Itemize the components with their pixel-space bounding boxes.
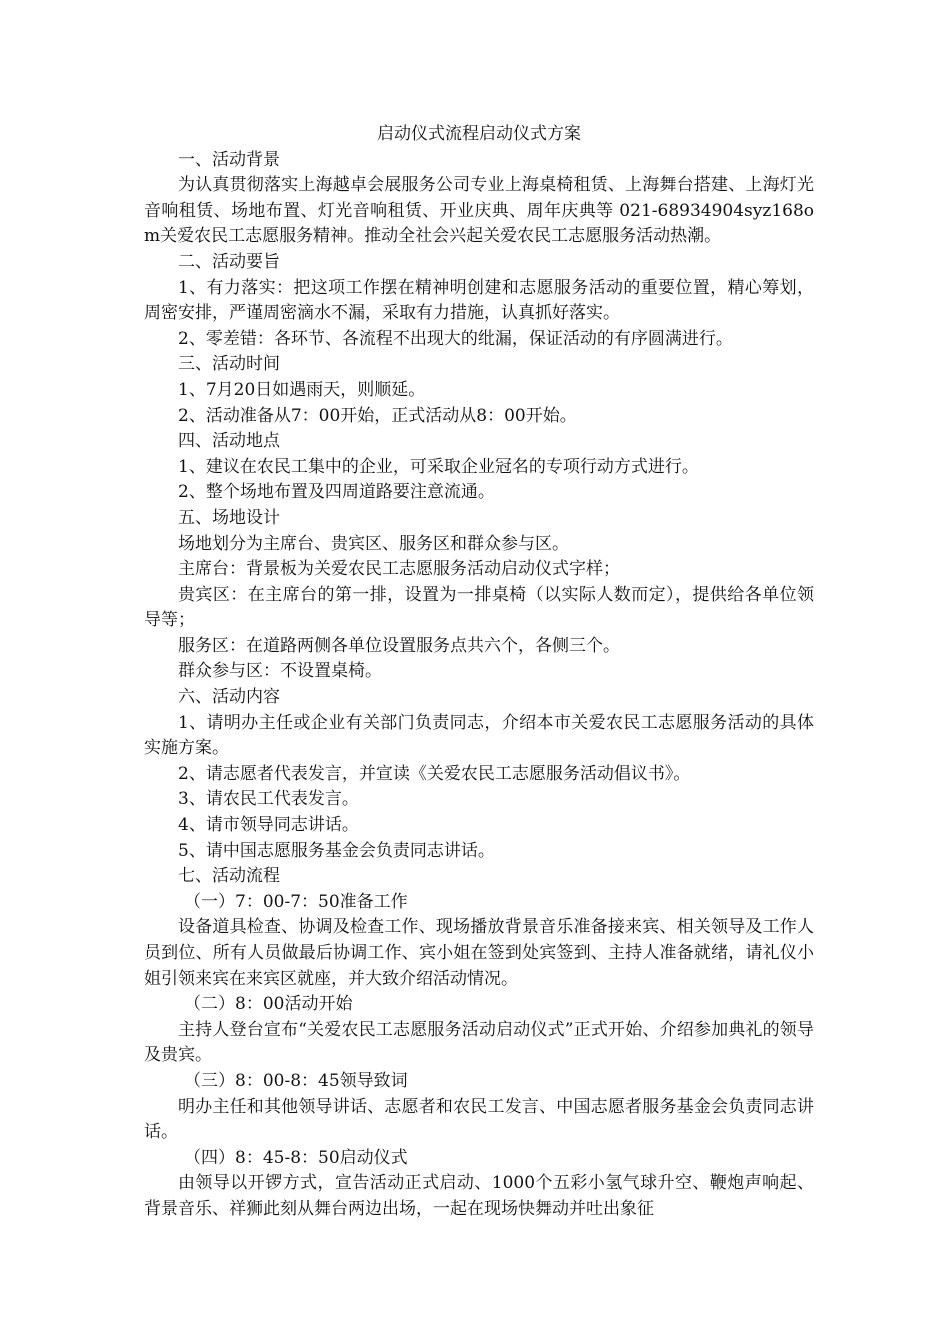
document-page (144, 122, 814, 1223)
document-title: 启动仪式流程启动仪式方案 (377, 124, 581, 144)
paragraph: 5、请中国志愿服务基金会负责同志讲话。 (178, 840, 495, 861)
paragraph: 主席台：背景板为关爱农民工志愿服务活动启动仪式字样； (178, 559, 620, 580)
section-heading: 六、活动内容 (178, 687, 280, 708)
section-heading: 七、活动流程 (178, 866, 280, 887)
paragraph: 2、活动准备从7：00开始，正式活动从8：00开始。 (178, 405, 577, 426)
section-heading: 四、活动地点 (178, 431, 280, 452)
subsection-heading: （二）8：00活动开始 (184, 994, 353, 1015)
paragraph: 1、7月20日如遇雨天，则顺延。 (178, 379, 426, 400)
paragraph: 2、零差错：各环节、各流程不出现大的纰漏，保证活动的有序圆满进行。 (178, 328, 733, 349)
paragraph: 主持人登台宣布“关爱农民工志愿服务活动启动仪式”正式开始、介绍参加典礼的领导及贵宾。 (144, 1019, 814, 1066)
paragraph: 为认真贯彻落实上海越卓会展服务公司专业上海桌椅租赁、上海舞台搭建、上海灯光音响租赁、场地布置、灯光音响租赁、开业庆典、周年庆典等 021-68934904syz168om关爱农民工志愿服务精神。推动全社会兴起关爱农民工志愿服务活动热潮。 (144, 175, 814, 247)
paragraph: 1、有力落实：把这项工作摆在精神明创建和志愿服务活动的重要位置，精心筹划，周密安排，严谨周密滴水不漏，采取有力措施，认真抓好落实。 (144, 277, 814, 324)
paragraph: 场地划分为主席台、贵宾区、服务区和群众参与区。 (178, 533, 569, 554)
subsection-heading: （一）7：00-7：50准备工作 (184, 891, 408, 912)
paragraph: 服务区：在道路两侧各单位设置服务点共六个，各侧三个。 (178, 635, 620, 656)
section-heading: 一、活动背景 (178, 149, 280, 170)
paragraph: 2、整个场地布置及四周道路要注意流通。 (178, 482, 495, 503)
subsection-heading: （四）8：45-8：50启动仪式 (184, 1147, 408, 1168)
paragraph: 2、请志愿者代表发言，并宣读《关爱农民工志愿服务活动倡议书》。 (178, 763, 691, 784)
paragraph: 明办主任和其他领导讲话、志愿者和农民工发言、中国志愿者服务基金会负责同志讲话。 (144, 1096, 814, 1143)
paragraph: 4、请市领导同志讲话。 (178, 815, 359, 836)
section-heading: 三、活动时间 (178, 354, 280, 375)
section-heading: 五、场地设计 (178, 507, 280, 528)
paragraph: 贵宾区：在主席台的第一排，设置为一排桌椅（以实际人数而定），提供给各单位领导等； (144, 584, 814, 631)
paragraph: 设备道具检查、协调及检查工作、现场播放背景音乐准备接来宾、相关领导及工作人员到位、所有人员做最后协调工作、宾小姐在签到处宾签到、主持人准备就绪，请礼仪小姐引领来宾在来宾区就座，并大致介绍活动情况。 (144, 917, 814, 989)
paragraph: 群众参与区：不设置桌椅。 (178, 661, 382, 682)
section-heading: 二、活动要旨 (178, 251, 280, 272)
paragraph: 1、建议在农民工集中的企业，可采取企业冠名的专项行动方式进行。 (178, 456, 699, 477)
subsection-heading: （三）8：00-8：45领导致词 (184, 1070, 408, 1091)
paragraph: 由领导以开锣方式，宣告活动正式启动、1000个五彩小氢气球升空、鞭炮声响起、背景音乐、祥狮此刻从舞台两边出场，一起在现场快舞动并吐出象征 (144, 1173, 814, 1219)
paragraph: 1、请明办主任或企业有关部门负责同志，介绍本市关爱农民工志愿服务活动的具体实施方案。 (144, 712, 814, 759)
paragraph: 3、请农民工代表发言。 (178, 789, 359, 810)
